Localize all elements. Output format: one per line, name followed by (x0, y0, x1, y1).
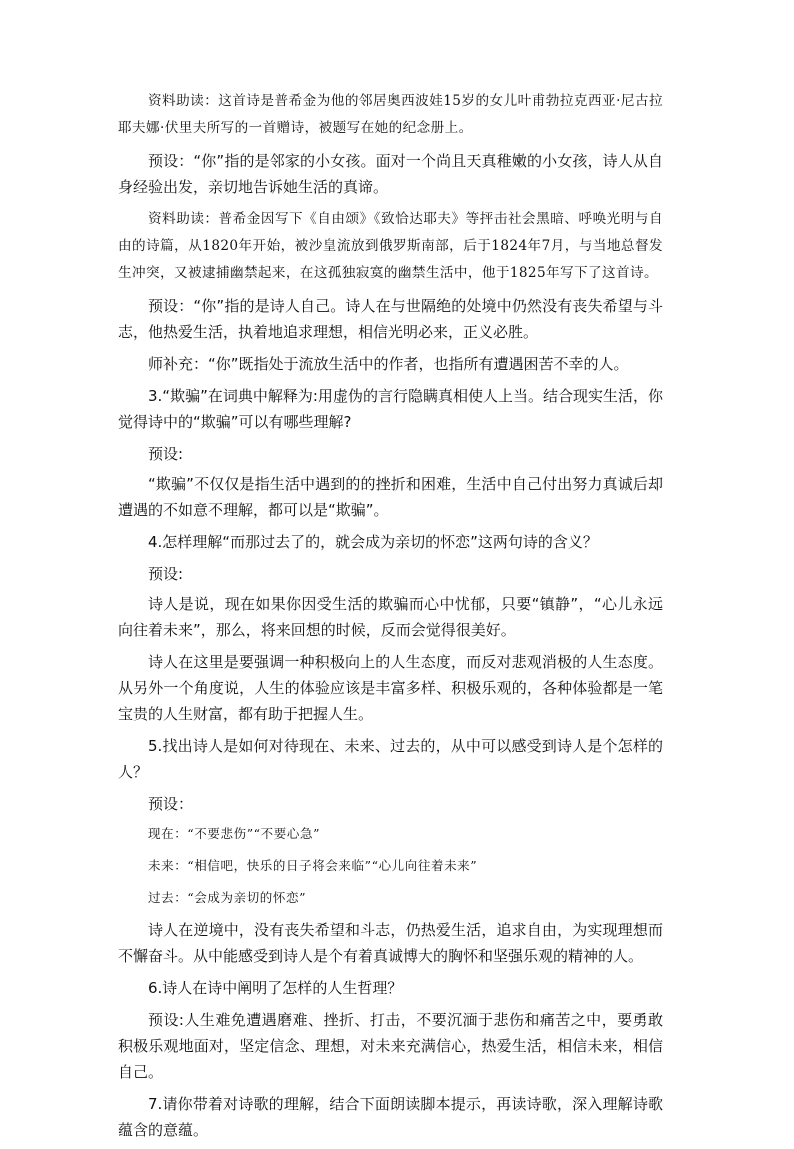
answer-4-part-1: 诗人是说，现在如果你因受生活的欺骗而心中忧郁，只要“镇静”，“心儿永远向往着未来”，那么，将来回想的时候，反而会觉得很美好。 (118, 595, 663, 639)
preset-paragraph-2: 预设：“你”指的是诗人自己。诗人在与世隔绝的处境中仍然没有丧失希望与斗志，他热爱生活，执着地追求理想，相信光明必来，正义必胜。 (118, 297, 663, 341)
question-3: 3.“欺骗”在词典中解释为:用虚伪的言行隐瞒真相使人上当。结合现实生活，你觉得诗中的“欺骗”可以有哪些理解? (118, 387, 663, 431)
answer-5-present: 现在：“不要悲伤”“不要心急” (148, 826, 321, 841)
question-4: 4.怎样理解“而那过去了的，就会成为亲切的怀恋”这两句诗的含义？ (148, 533, 598, 551)
answer-5-past: 过去：“会成为亲切的怀恋” (148, 890, 307, 905)
question-7: 7.请你带着对诗歌的理解，结合下面朗读脚本提示，再读诗歌，深入理解诗歌蕴含的意蕴。 (118, 1095, 663, 1139)
preset-label-3: 预设: (148, 445, 184, 463)
answer-5-future: 未来：“相信吧，快乐的日子将会来临”“心儿向往着未来” (148, 858, 478, 873)
answer-5-summary: 诗人在逆境中，没有丧失希望和斗志，仍热爱生活，追求自由，为实现理想而不懈奋斗。从中能感受到诗人是个有着真诚博大的胸怀和坚强乐观的精神的人。 (118, 921, 663, 965)
reading-aid-paragraph-1: 资料助读：这首诗是普希金为他的邻居奥西波娃15岁的女儿叶甫勃拉克西亚·尼古拉耶夫娜·伏里夫所写的一首赠诗，被题写在她的纪念册上。 (118, 93, 663, 136)
answer-6: 预设:人生难免遭遇磨难、挫折、打击，不要沉湎于悲伤和痛苦之中，要勇敢积极乐观地面对，坚定信念、理想，对未来充满信心，热爱生活，相信未来，相信自己。 (118, 1011, 663, 1081)
document-body (118, 88, 663, 1149)
answer-3: “欺骗”不仅仅是指生活中遇到的的挫折和困难，生活中自己付出努力真诚后却遭遇的不如意不理解，都可以是“欺骗”。 (118, 475, 663, 519)
question-6: 6.诗人在诗中阐明了怎样的人生哲理？ (148, 979, 403, 997)
preset-paragraph-1: 预设：“你”指的是邻家的小女孩。面对一个尚且天真稚嫩的小女孩，诗人从自身经验出发，亲切地告诉她生活的真谛。 (118, 152, 663, 196)
teacher-supplement: 师补充：“你”既指处于流放生活中的作者，也指所有遭遇困苦不幸的人。 (148, 355, 629, 373)
question-5: 5.找出诗人是如何对待现在、未来、过去的，从中可以感受到诗人是个怎样的人？ (118, 737, 663, 781)
reading-aid-paragraph-2: 资料助读：普希金因写下《自由颂》《致恰达耶夫》等抨击社会黑暗、呼唤光明与自由的诗篇，从1820年开始，被沙皇流放到俄罗斯南部，后于1824年7月，与当地总督发生冲突，又被逮捕幽禁起来，在这孤独寂寞的幽禁生活中，他于1825年写下了这首诗。 (118, 211, 663, 281)
answer-4-part-2: 诗人在这里是要强调一种积极向上的人生态度，而反对悲观消极的人生态度。从另外一个角度说，人生的体验应该是丰富多样、积极乐观的，各种体验都是一笔宝贵的人生财富，都有助于把握人生。 (118, 653, 663, 723)
preset-label-5: 预设： (148, 795, 194, 813)
preset-label-4: 预设: (148, 565, 184, 583)
